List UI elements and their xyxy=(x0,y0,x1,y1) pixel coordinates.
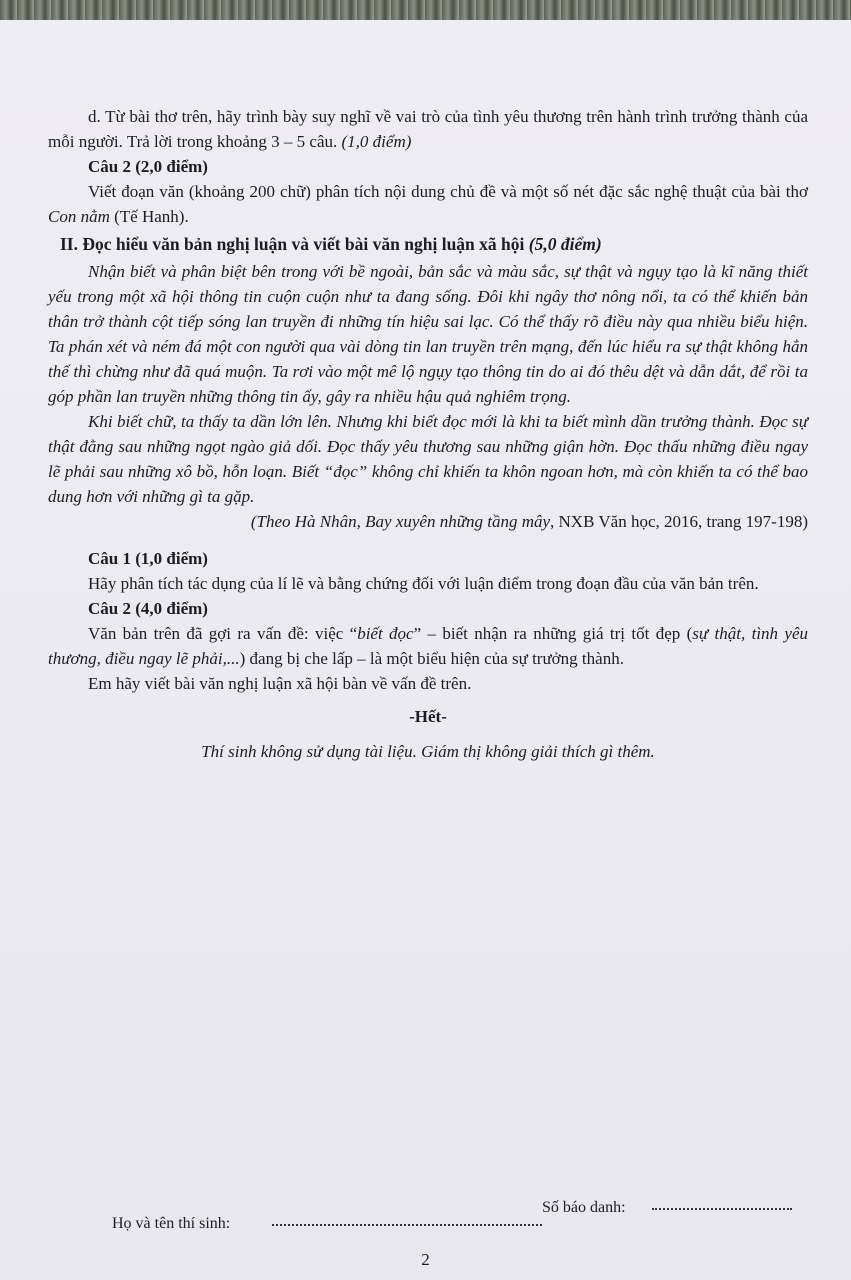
writing-q2-title: Câu 2 (2,0 điểm) xyxy=(88,157,208,176)
writing-q2-text-after: (Tế Hanh). xyxy=(114,207,189,226)
page-number: 2 xyxy=(421,1250,430,1269)
exam-content xyxy=(48,104,808,764)
section-2-title xyxy=(60,232,808,257)
candidate-name-label: Họ và tên thí sinh: xyxy=(112,1215,231,1232)
reading-q2-title: Câu 2 (4,0 điểm) xyxy=(88,599,208,618)
source-suffix: , NXB Văn học, 2016, trang 197-198) xyxy=(550,512,808,531)
section-2-title-text: II. Đọc hiểu văn bản nghị luận và viết bài văn nghị luận xã hội xyxy=(60,234,525,254)
writing-q2-text-before: Viết đoạn văn (khoảng 200 chữ) phân tích nội dung chủ đề và một số nét đặc sắc nghệ thuật của bài thơ xyxy=(88,182,808,201)
reading-q1-text: Hãy phân tích tác dụng của lí lẽ và bằng chứng đối với luận điểm trong đoạn đầu của văn bản trên. xyxy=(88,574,759,593)
passage-paragraph-1: Nhận biết và phân biệt bên trong với bề ngoài, bản sắc và màu sắc, sự thật và ngụy tạo là kĩ năng thiết yếu trong một xã hội thông tin cuộn cuộn như ta đang sống. Đôi khi ngây thơ nông nổi, ta có thể khiến bản thân trở thành cột tiếp sóng lan truyền đi những tín hiệu sai lạc. Có thể thấy rõ điều này qua nhiều biểu hiện. Ta phán xét và ném đá một con người qua vài dòng tin lan truyền trên mạng, đến lúc hiểu ra sự thật không hẳn thế thì chừng như đã quá muộn. Ta rơi vào một mê lộ ngụy tạo thông tin do ai đó thêu dệt và dẫn dắt, để rồi ta góp phần lan truyền những thông tin ấy, gây ra nhiều hậu quả nghiêm trọng. xyxy=(48,262,808,406)
passage-source xyxy=(48,509,808,534)
exam-note: Thí sinh không sử dụng tài liệu. Giám thị không giải thích gì thêm. xyxy=(201,742,655,761)
poem-title: Con nằm xyxy=(48,207,110,226)
question-d-text: d. Từ bài thơ trên, hãy trình bày suy nghĩ về vai trò của tình yêu thương trên hành trình trưởng thành của mỗi người. Trả lời trong khoảng 3 – 5 câu. xyxy=(48,107,808,151)
reading-q2-text-3: ” – biết nhận ra những giá trị tốt đẹp ( xyxy=(413,624,693,643)
end-mark: -Hết- xyxy=(409,707,447,726)
question-d-score: (1,0 điểm) xyxy=(341,132,412,151)
reading-q2-text-1: Văn bản trên đã gợi ra vấn đề: việc “ xyxy=(88,624,358,643)
reading-q2-text-5: ) đang bị che lấp – là một biểu hiện của sự trưởng thành. xyxy=(239,649,624,668)
source-prefix: (Theo Hà Nhân, xyxy=(250,512,361,531)
candidate-name-blank xyxy=(272,1224,542,1226)
question-d xyxy=(48,104,808,154)
passage-paragraph-2: Khi biết chữ, ta thấy ta dần lớn lên. Nhưng khi biết đọc mới là khi ta biết mình dần trưởng thành. Đọc sự thật đằng sau những ngọt ngào giả dối. Đọc thấy yêu thương sau những giận hờn. Đọc thấu những điều ngay lẽ phải sau những xô bồ, hỗn loạn. Biết “đọc” không chỉ khiến ta khôn ngoan hơn, mà còn khiến ta có thể bao dung hơn với những gì ta gặp. xyxy=(48,412,808,506)
reading-q2-text xyxy=(48,621,808,671)
source-book: Bay xuyên những tầng mây xyxy=(365,512,551,531)
reading-q2-text-2: biết đọc xyxy=(357,624,414,643)
candidate-number-blank xyxy=(652,1208,792,1210)
photo-background-edge xyxy=(0,0,851,20)
section-2-score: (5,0 điểm) xyxy=(528,234,602,254)
reading-q2-text-4: sự thật, tình yêu thương, điều ngay lẽ phải,... xyxy=(48,624,808,668)
reading-q1-title: Câu 1 (1,0 điểm) xyxy=(88,549,208,568)
writing-q2-text xyxy=(48,179,808,229)
candidate-number-label: Số báo danh: xyxy=(542,1199,626,1216)
reading-q2-task: Em hãy viết bài văn nghị luận xã hội bàn về vấn đề trên. xyxy=(88,674,472,693)
